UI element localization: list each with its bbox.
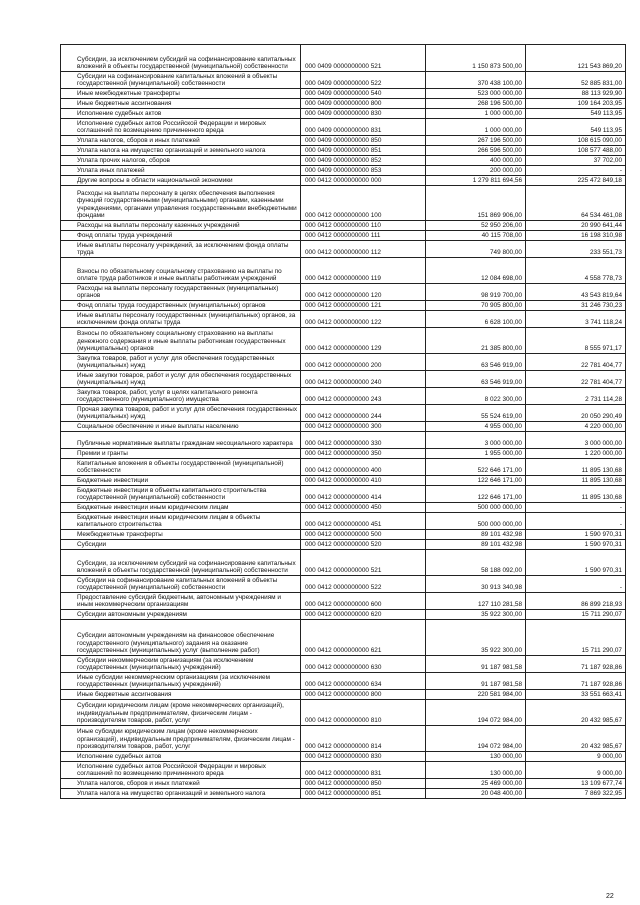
row-plan-cell: 266 596 500,00 bbox=[426, 146, 526, 156]
row-fact-cell: 3 000 000,00 bbox=[526, 432, 626, 449]
row-code-cell: 000 0412 0000000000 620 bbox=[301, 610, 426, 620]
row-code-cell: 000 0412 0000000000 112 bbox=[301, 241, 426, 258]
row-fact-cell: 1 590 970,31 bbox=[526, 540, 626, 550]
row-fact-cell: 20 432 985,67 bbox=[526, 700, 626, 726]
row-plan-cell: 194 072 984,00 bbox=[426, 726, 526, 752]
row-code-cell: 000 0412 0000000000 634 bbox=[301, 673, 426, 690]
table-row bbox=[61, 186, 626, 221]
row-plan-cell: 91 187 981,58 bbox=[426, 673, 526, 690]
row-plan-cell: 1 279 811 694,56 bbox=[426, 176, 526, 186]
row-plan-cell: 127 110 281,58 bbox=[426, 593, 526, 610]
row-name-cell: Исполнение судебных актов bbox=[61, 109, 301, 119]
row-code-cell: 000 0409 0000000000 851 bbox=[301, 146, 426, 156]
row-plan-cell: 12 084 698,00 bbox=[426, 258, 526, 284]
row-fact-cell: 33 551 663,41 bbox=[526, 690, 626, 700]
row-plan-cell: 21 385 800,00 bbox=[426, 328, 526, 354]
row-name-cell: Расходы на выплаты персоналу государственных (муниципальных) органов bbox=[61, 284, 301, 301]
table-row bbox=[61, 789, 626, 799]
row-name-cell: Иные выплаты персоналу учреждений, за исключением фонда оплаты труда bbox=[61, 241, 301, 258]
row-name-cell: Уплата прочих налогов, сборов bbox=[61, 156, 301, 166]
row-fact-cell: - bbox=[526, 166, 626, 176]
row-plan-cell: 400 000,00 bbox=[426, 156, 526, 166]
row-fact-cell: 2 731 114,28 bbox=[526, 388, 626, 405]
table-row bbox=[61, 231, 626, 241]
row-fact-cell: 71 187 928,86 bbox=[526, 656, 626, 673]
row-code-cell: 000 0409 0000000000 540 bbox=[301, 89, 426, 99]
row-name-cell: Взносы по обязательному социальному страхованию на выплаты денежного содержания и иные выплаты работникам государственных (муниципальных) органов bbox=[61, 328, 301, 354]
row-code-cell: 000 0412 0000000000 244 bbox=[301, 405, 426, 422]
row-code-cell: 000 0409 0000000000 800 bbox=[301, 99, 426, 109]
row-code-cell: 000 0412 0000000000 100 bbox=[301, 186, 426, 221]
row-code-cell: 000 0409 0000000000 850 bbox=[301, 136, 426, 146]
row-plan-cell: 200 000,00 bbox=[426, 166, 526, 176]
row-name-cell: Иные закупки товаров, работ и услуг для обеспечения государственных (муниципальных) нужд bbox=[61, 371, 301, 388]
row-name-cell: Уплата налога на имущество организаций и земельного налога bbox=[61, 789, 301, 799]
row-plan-cell: 1 000 000,00 bbox=[426, 109, 526, 119]
row-fact-cell: 15 711 290,07 bbox=[526, 610, 626, 620]
row-code-cell: 000 0412 0000000000 451 bbox=[301, 513, 426, 530]
row-name-cell: Капитальные вложения в объекты государственной (муниципальной) собственности bbox=[61, 459, 301, 476]
row-fact-cell: 64 534 461,08 bbox=[526, 186, 626, 221]
table-row bbox=[61, 576, 626, 593]
row-plan-cell: 194 072 984,00 bbox=[426, 700, 526, 726]
row-plan-cell: 91 187 981,58 bbox=[426, 656, 526, 673]
table-row bbox=[61, 762, 626, 779]
table-row bbox=[61, 656, 626, 673]
table-body bbox=[61, 45, 626, 799]
row-plan-cell: 523 000 000,00 bbox=[426, 89, 526, 99]
table-row bbox=[61, 486, 626, 503]
row-name-cell: Субсидии bbox=[61, 540, 301, 550]
row-code-cell: 000 0412 0000000000 621 bbox=[301, 620, 426, 656]
row-plan-cell: 89 101 432,98 bbox=[426, 540, 526, 550]
row-name-cell: Иные субсидии юридическим лицам (кроме некоммерческих организаций), индивидуальным предпринимателям, физическим лицам - производителям товаров, работ, услуг bbox=[61, 726, 301, 752]
table-row bbox=[61, 301, 626, 311]
row-code-cell: 000 0409 0000000000 852 bbox=[301, 156, 426, 166]
row-fact-cell: 1 590 970,31 bbox=[526, 550, 626, 576]
row-fact-cell: 121 543 869,20 bbox=[526, 45, 626, 72]
row-plan-cell: 25 469 000,00 bbox=[426, 779, 526, 789]
row-fact-cell: 549 113,95 bbox=[526, 119, 626, 136]
row-fact-cell: 3 741 118,24 bbox=[526, 311, 626, 328]
row-name-cell: Взносы по обязательному социальному страхованию на выплаты по оплате труда работников и иные выплаты работникам учреждений bbox=[61, 258, 301, 284]
row-fact-cell: 11 895 130,68 bbox=[526, 486, 626, 503]
budget-expenditure-table bbox=[60, 44, 626, 799]
row-fact-cell: 7 869 322,95 bbox=[526, 789, 626, 799]
row-name-cell: Уплата иных платежей bbox=[61, 166, 301, 176]
row-fact-cell: 4 220 000,00 bbox=[526, 422, 626, 432]
table-row bbox=[61, 72, 626, 89]
row-fact-cell: 13 109 677,74 bbox=[526, 779, 626, 789]
row-name-cell: Иные межбюджетные трансферты bbox=[61, 89, 301, 99]
table-row bbox=[61, 119, 626, 136]
table-row bbox=[61, 610, 626, 620]
row-code-cell: 000 0412 0000000000 810 bbox=[301, 700, 426, 726]
row-plan-cell: 130 000,00 bbox=[426, 752, 526, 762]
row-code-cell: 000 0412 0000000000 400 bbox=[301, 459, 426, 476]
row-name-cell: Социальное обеспечение и иные выплаты населению bbox=[61, 422, 301, 432]
table-row bbox=[61, 146, 626, 156]
row-fact-cell: 225 472 849,18 bbox=[526, 176, 626, 186]
row-name-cell: Закупка товаров, работ и услуг для обеспечения государственных (муниципальных) нужд bbox=[61, 354, 301, 371]
row-code-cell: 000 0412 0000000000 111 bbox=[301, 231, 426, 241]
row-plan-cell: 122 646 171,00 bbox=[426, 486, 526, 503]
table-row bbox=[61, 459, 626, 476]
row-code-cell: 000 0412 0000000000 522 bbox=[301, 576, 426, 593]
row-code-cell: 000 0412 0000000000 414 bbox=[301, 486, 426, 503]
row-plan-cell: 30 913 340,98 bbox=[426, 576, 526, 593]
table-row bbox=[61, 166, 626, 176]
row-plan-cell: 98 919 700,00 bbox=[426, 284, 526, 301]
row-code-cell: 000 0412 0000000000 119 bbox=[301, 258, 426, 284]
row-code-cell: 000 0412 0000000000 350 bbox=[301, 449, 426, 459]
row-name-cell: Расходы на выплаты персоналу казенных учреждений bbox=[61, 221, 301, 231]
table-row bbox=[61, 136, 626, 146]
row-code-cell: 000 0412 0000000000 410 bbox=[301, 476, 426, 486]
row-fact-cell: 4 558 778,73 bbox=[526, 258, 626, 284]
table-row bbox=[61, 422, 626, 432]
row-fact-cell: 1 590 970,31 bbox=[526, 530, 626, 540]
row-fact-cell: 20 432 985,67 bbox=[526, 726, 626, 752]
row-plan-cell: 1 000 000,00 bbox=[426, 119, 526, 136]
table-row bbox=[61, 476, 626, 486]
row-code-cell: 000 0412 0000000000 110 bbox=[301, 221, 426, 231]
row-fact-cell: - bbox=[526, 576, 626, 593]
row-name-cell: Субсидии автономным учреждениям bbox=[61, 610, 301, 620]
table-row bbox=[61, 89, 626, 99]
row-fact-cell: 233 551,73 bbox=[526, 241, 626, 258]
row-plan-cell: 70 905 800,00 bbox=[426, 301, 526, 311]
row-code-cell: 000 0412 0000000000 600 bbox=[301, 593, 426, 610]
table-row bbox=[61, 45, 626, 72]
row-fact-cell: 22 781 404,77 bbox=[526, 371, 626, 388]
row-code-cell: 000 0412 0000000000 630 bbox=[301, 656, 426, 673]
row-plan-cell: 20 048 400,00 bbox=[426, 789, 526, 799]
row-plan-cell: 749 800,00 bbox=[426, 241, 526, 258]
table-row bbox=[61, 530, 626, 540]
row-plan-cell: 63 546 919,00 bbox=[426, 371, 526, 388]
row-code-cell: 000 0409 0000000000 831 bbox=[301, 119, 426, 136]
table-row bbox=[61, 593, 626, 610]
row-code-cell: 000 0412 0000000000 850 bbox=[301, 779, 426, 789]
row-fact-cell: 1 220 000,00 bbox=[526, 449, 626, 459]
row-name-cell: Субсидии на софинансирование капитальных вложений в объекты государственной (муниципальной) собственности bbox=[61, 72, 301, 89]
row-plan-cell: 500 000 000,00 bbox=[426, 513, 526, 530]
row-code-cell: 000 0412 0000000000 520 bbox=[301, 540, 426, 550]
row-fact-cell: 109 164 203,95 bbox=[526, 99, 626, 109]
row-code-cell: 000 0412 0000000000 129 bbox=[301, 328, 426, 354]
row-name-cell: Бюджетные инвестиции иным юридическим лицам в объекты капитального строительства bbox=[61, 513, 301, 530]
table-row bbox=[61, 99, 626, 109]
row-name-cell: Фонд оплаты труда государственных (муниципальных) органов bbox=[61, 301, 301, 311]
row-name-cell: Другие вопросы в области национальной экономики bbox=[61, 176, 301, 186]
row-code-cell: 000 0412 0000000000 830 bbox=[301, 752, 426, 762]
row-plan-cell: 370 438 100,00 bbox=[426, 72, 526, 89]
row-fact-cell: 37 702,00 bbox=[526, 156, 626, 166]
row-plan-cell: 55 524 619,00 bbox=[426, 405, 526, 422]
table-row bbox=[61, 503, 626, 513]
row-fact-cell: 71 187 928,86 bbox=[526, 673, 626, 690]
table-row bbox=[61, 354, 626, 371]
table-row bbox=[61, 690, 626, 700]
row-plan-cell: 220 581 984,00 bbox=[426, 690, 526, 700]
row-name-cell: Расходы на выплаты персоналу в целях обеспечения выполнения функций государственными (муниципальными) органами, казенными учреждениями, органами управления государственными внебюджетными фондами bbox=[61, 186, 301, 221]
table-row bbox=[61, 311, 626, 328]
row-code-cell: 000 0412 0000000000 243 bbox=[301, 388, 426, 405]
row-code-cell: 000 0412 0000000000 500 bbox=[301, 530, 426, 540]
row-plan-cell: 58 188 092,00 bbox=[426, 550, 526, 576]
row-plan-cell: 35 922 300,00 bbox=[426, 610, 526, 620]
page-number: 22 bbox=[606, 893, 614, 900]
row-fact-cell: 11 895 130,68 bbox=[526, 476, 626, 486]
row-plan-cell: 1 150 873 500,00 bbox=[426, 45, 526, 72]
row-name-cell: Иные выплаты персоналу государственных (муниципальных) органов, за исключением фонда оплаты труда bbox=[61, 311, 301, 328]
table-row bbox=[61, 726, 626, 752]
row-name-cell: Субсидии некоммерческим организациям (за исключением государственных (муниципальных) учреждений) bbox=[61, 656, 301, 673]
row-code-cell: 000 0412 0000000000 831 bbox=[301, 762, 426, 779]
table-row bbox=[61, 156, 626, 166]
row-code-cell: 000 0412 0000000000 450 bbox=[301, 503, 426, 513]
row-code-cell: 000 0409 0000000000 830 bbox=[301, 109, 426, 119]
row-name-cell: Исполнение судебных актов bbox=[61, 752, 301, 762]
row-name-cell: Субсидии на софинансирование капитальных вложений в объекты государственной (муниципальной) собственности bbox=[61, 576, 301, 593]
row-name-cell: Бюджетные инвестиции в объекты капитального строительства государственной (муниципальной) собственности bbox=[61, 486, 301, 503]
row-plan-cell: 267 196 500,00 bbox=[426, 136, 526, 146]
row-fact-cell: 549 113,95 bbox=[526, 109, 626, 119]
row-fact-cell: - bbox=[526, 503, 626, 513]
row-plan-cell: 6 628 100,00 bbox=[426, 311, 526, 328]
table-row bbox=[61, 284, 626, 301]
row-name-cell: Исполнение судебных актов Российской Федерации и мировых соглашений по возмещению причиненного вреда bbox=[61, 762, 301, 779]
row-code-cell: 000 0412 0000000000 800 bbox=[301, 690, 426, 700]
row-plan-cell: 40 115 708,00 bbox=[426, 231, 526, 241]
row-name-cell: Премии и гранты bbox=[61, 449, 301, 459]
row-code-cell: 000 0412 0000000000 122 bbox=[301, 311, 426, 328]
table-row bbox=[61, 513, 626, 530]
row-code-cell: 000 0409 0000000000 853 bbox=[301, 166, 426, 176]
row-name-cell: Прочая закупка товаров, работ и услуг для обеспечения государственных (муниципальных) нужд bbox=[61, 405, 301, 422]
row-name-cell: Иные субсидии некоммерческим организациям (за исключением государственных (муниципальных) учреждений) bbox=[61, 673, 301, 690]
row-fact-cell: 15 711 290,07 bbox=[526, 620, 626, 656]
budget-report-sheet bbox=[60, 44, 625, 799]
row-code-cell: 000 0412 0000000000 000 bbox=[301, 176, 426, 186]
table-row bbox=[61, 752, 626, 762]
row-plan-cell: 52 950 206,00 bbox=[426, 221, 526, 231]
table-row bbox=[61, 432, 626, 449]
table-row bbox=[61, 405, 626, 422]
row-plan-cell: 89 101 432,98 bbox=[426, 530, 526, 540]
row-name-cell: Фонд оплаты труда учреждений bbox=[61, 231, 301, 241]
row-fact-cell: 16 198 310,98 bbox=[526, 231, 626, 241]
row-name-cell: Иные бюджетные ассигнования bbox=[61, 690, 301, 700]
row-fact-cell: 9 000,00 bbox=[526, 752, 626, 762]
row-fact-cell: 20 050 290,49 bbox=[526, 405, 626, 422]
row-plan-cell: 1 955 000,00 bbox=[426, 449, 526, 459]
table-row bbox=[61, 620, 626, 656]
row-fact-cell: 31 246 730,23 bbox=[526, 301, 626, 311]
row-plan-cell: 522 646 171,00 bbox=[426, 459, 526, 476]
row-plan-cell: 63 546 919,00 bbox=[426, 354, 526, 371]
row-plan-cell: 268 196 500,00 bbox=[426, 99, 526, 109]
table-row bbox=[61, 371, 626, 388]
row-fact-cell: 8 555 971,17 bbox=[526, 328, 626, 354]
row-fact-cell: 52 885 831,00 bbox=[526, 72, 626, 89]
row-code-cell: 000 0412 0000000000 300 bbox=[301, 422, 426, 432]
row-name-cell: Уплата налогов, сборов и иных платежей bbox=[61, 779, 301, 789]
table-row bbox=[61, 258, 626, 284]
table-row bbox=[61, 779, 626, 789]
row-code-cell: 000 0412 0000000000 240 bbox=[301, 371, 426, 388]
row-name-cell: Иные бюджетные ассигнования bbox=[61, 99, 301, 109]
row-fact-cell: 108 615 090,00 bbox=[526, 136, 626, 146]
row-plan-cell: 35 922 300,00 bbox=[426, 620, 526, 656]
row-fact-cell: 11 895 130,68 bbox=[526, 459, 626, 476]
row-name-cell: Публичные нормативные выплаты гражданам несоциального характера bbox=[61, 432, 301, 449]
row-name-cell: Бюджетные инвестиции bbox=[61, 476, 301, 486]
row-name-cell: Предоставление субсидий бюджетным, автономным учреждениям и иным некоммерческим организациям bbox=[61, 593, 301, 610]
row-fact-cell: - bbox=[526, 513, 626, 530]
row-name-cell: Субсидии, за исключением субсидий на софинансирование капитальных вложений в объекты государственной (муниципальной) собственности bbox=[61, 45, 301, 72]
row-code-cell: 000 0412 0000000000 120 bbox=[301, 284, 426, 301]
row-plan-cell: 8 022 300,00 bbox=[426, 388, 526, 405]
table-row bbox=[61, 449, 626, 459]
row-name-cell: Уплата налогов, сборов и иных платежей bbox=[61, 136, 301, 146]
table-row bbox=[61, 550, 626, 576]
row-code-cell: 000 0412 0000000000 521 bbox=[301, 550, 426, 576]
row-name-cell: Субсидии, за исключением субсидий на софинансирование капитальных вложений в объекты государственной (муниципальной) собственности bbox=[61, 550, 301, 576]
row-plan-cell: 3 000 000,00 bbox=[426, 432, 526, 449]
table-row bbox=[61, 700, 626, 726]
row-name-cell: Закупка товаров, работ, услуг в целях капитального ремонта государственного (муниципального) имущества bbox=[61, 388, 301, 405]
table-row bbox=[61, 176, 626, 186]
row-fact-cell: 43 543 819,64 bbox=[526, 284, 626, 301]
row-plan-cell: 130 000,00 bbox=[426, 762, 526, 779]
table-row bbox=[61, 241, 626, 258]
row-code-cell: 000 0412 0000000000 330 bbox=[301, 432, 426, 449]
table-row bbox=[61, 388, 626, 405]
table-row bbox=[61, 540, 626, 550]
row-code-cell: 000 0412 0000000000 814 bbox=[301, 726, 426, 752]
row-name-cell: Субсидии юридическим лицам (кроме некоммерческих организаций), индивидуальным предпринимателям, физическим лицам - производителям товаров, работ, услуг bbox=[61, 700, 301, 726]
row-code-cell: 000 0412 0000000000 121 bbox=[301, 301, 426, 311]
row-code-cell: 000 0412 0000000000 851 bbox=[301, 789, 426, 799]
table-row bbox=[61, 673, 626, 690]
row-name-cell: Субсидии автономным учреждениям на финансовое обеспечение государственного (муниципального) задания на оказание государственных (муниципальных) услуг (выполнение работ) bbox=[61, 620, 301, 656]
table-row bbox=[61, 328, 626, 354]
row-fact-cell: 22 781 404,77 bbox=[526, 354, 626, 371]
row-fact-cell: 88 113 929,90 bbox=[526, 89, 626, 99]
row-name-cell: Уплата налога на имущество организаций и земельного налога bbox=[61, 146, 301, 156]
row-fact-cell: 20 990 641,44 bbox=[526, 221, 626, 231]
row-name-cell: Межбюджетные трансферты bbox=[61, 530, 301, 540]
table-row bbox=[61, 221, 626, 231]
row-plan-cell: 122 646 171,00 bbox=[426, 476, 526, 486]
row-code-cell: 000 0409 0000000000 521 bbox=[301, 45, 426, 72]
row-name-cell: Бюджетные инвестиции иным юридическим лицам bbox=[61, 503, 301, 513]
table-row bbox=[61, 109, 626, 119]
row-plan-cell: 4 955 000,00 bbox=[426, 422, 526, 432]
row-fact-cell: 108 577 488,00 bbox=[526, 146, 626, 156]
row-plan-cell: 500 000 000,00 bbox=[426, 503, 526, 513]
row-fact-cell: 9 000,00 bbox=[526, 762, 626, 779]
row-name-cell: Исполнение судебных актов Российской Федерации и мировых соглашений по возмещению причиненного вреда bbox=[61, 119, 301, 136]
row-plan-cell: 151 869 906,00 bbox=[426, 186, 526, 221]
row-fact-cell: 86 899 218,93 bbox=[526, 593, 626, 610]
row-code-cell: 000 0412 0000000000 200 bbox=[301, 354, 426, 371]
row-code-cell: 000 0409 0000000000 522 bbox=[301, 72, 426, 89]
